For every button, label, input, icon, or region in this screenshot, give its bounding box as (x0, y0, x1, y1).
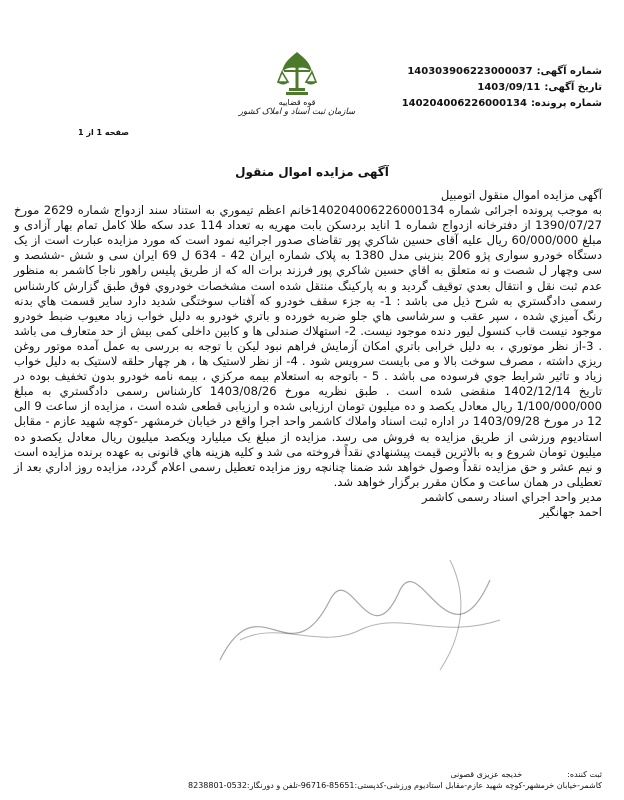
page-title: آگهی مزایده اموال منقول (235, 165, 389, 179)
scales-emblem-icon (274, 48, 320, 100)
registrar-line (450, 770, 602, 779)
registrar-label: ثبت کننده: (567, 770, 602, 779)
ad-date-row (362, 80, 602, 96)
judiciary-label: قوه قضاییه (278, 98, 316, 107)
ad-metadata (362, 64, 602, 112)
registrar-name: خدیجه عزیزی قصونی (450, 770, 523, 779)
notice-body (14, 188, 602, 520)
organization-label: سازمان ثبت اسناد و املاک کشور (238, 107, 356, 117)
office-address: کاشمر-خیابان خرمشهر-کوچه شهید عازم-مقابل استادیوم ورزشی-کدپستی:85651-96716-تلفن و دورنگار:0532-8238801 (188, 781, 602, 790)
signatory-title: مدیر واحد اجراي اسناد رسمی کاشمر (421, 489, 602, 504)
case-number-row (362, 96, 602, 112)
notice-paragraph: به موجب پرونده اجرائی شماره 140204006226000134خانم اعظم تیموري به استناد سند ازدواج شماره 2629 مورخ 1390/07/27 از دفترخانه ازدواج شماره 1 اناید بردسکن بابت مهریه به تعداد 114 عدد سکه طلا کامل تمام بهار آزادی و مبلغ 60/000/000 ریال علیه آقای حسین شاکري پور تقاضای صدور اجرائیه نمود است که مورد مزایده عبارت است از یک دستگاه خودرو سواری پژو 206 بنزینی مدل 1380 به پلاک شماره ایران 42 - 634 ل 69 ایران سی و شش -ششصد و سی وچهار ل شصت و نه متعلق به اقاي حسین شاکري پور فرزند برات اله که از طریق پلیس راهور ناجا کاشمر به منظور عدم ثبت نقل و انتقال بعدي توقیف گردید و به پارکینگ منتقل شده است مشخصات خودروي فوق طبق گزارش کارشناس رسمی دادگستري به شرح ذیل می باشد : 1- به جزء سقف خودرو که آفتاب سوختگی شدید دارد سایر قسمت هاي بدنه رنگ آمیزي شده ، سپر عقب و سرشاسی هاي جلو ضربه خورده و باتري خودرو به دلیل خواب زیاد معیوب ضبط خودرو موجود نیست قاب کنسول لیور دنده موجود نیست. 2- استهلاك صندلی ها و کابین داخلی کمی بیش از حد متعارف می باشد . 3-از نظر موتوري ، به دلیل خرابی باتري امکان آزمایش فراهم نبود لیکن با توجه به بررسی به عمل آمده موتور روغن ریزي داشته ، مصرف سوخت بالا و می بایست سرویس شود . 4- از نظر لاستیک ها ، هر چهار حلقه لاستیک به دلیل خواب زیاد و تاثیر شرایط جوي فرسوده می باشد . 5 - باتوجه به استعلام بیمه مرکزي ، بیمه نامه خودرو بدون تخفیف بوده در تاریخ 1402/12/14 منقضی شده است . طبق نظریه مورخ 1403/08/26 کارشناس رسمی دادگستري به مبلغ 1/100/000/000 ریال معادل یکصد و ده میلیون تومان ارزیابی شده و ارزیابی قطعی شده است ، مزایده از ساعت 9 الی 12 در مورخ 1403/09/28 در اداره ثبت اسناد واملاك کاشمر واحد اجرا واقع در خیابان خرمشهر -کوچه شهید عازم - مقابل استادیوم ورزشی از طریق مزایده به فروش می رسد. مزایده از مبلغ یک میلیارد ویکصد میلیون ریال معادل یکصدو ده میلیون تومان شروع و به بالاترین قیمت پیشنهادي نقداً فروخته می شد و کلیه هزینه هاي قانونی به عهده برنده مزایده است و نیم عشر و حق مزایده نقداً وصول خواهد شد ضمنا چنانچه روز مزایده تعطیل رسمی اعلام گردد، مزایده روز اداري بعد از تعطیلی در همان ساعت و مکان مقرر برگزار خواهد شد. (14, 203, 603, 489)
ad-number-row (362, 64, 602, 80)
ad-number: 140303906223000037 (407, 66, 533, 77)
judiciary-emblem (237, 48, 357, 138)
ad-date-label: تاریخ آگهی: (544, 82, 602, 93)
case-number: 140204006226000134 (401, 98, 527, 109)
signatory-name: احمد جهانگیر (539, 504, 602, 519)
page-number: صفحه 1 از 1 (78, 128, 129, 137)
notice-subject: آگهی مزایده اموال منقول اتومبیل (440, 188, 602, 202)
case-number-label: شماره پرونده: (530, 98, 602, 109)
ad-number-label: شماره آگهی: (536, 66, 602, 77)
signature-scribble (200, 540, 530, 690)
ad-date: 1403/09/11 (477, 82, 541, 93)
